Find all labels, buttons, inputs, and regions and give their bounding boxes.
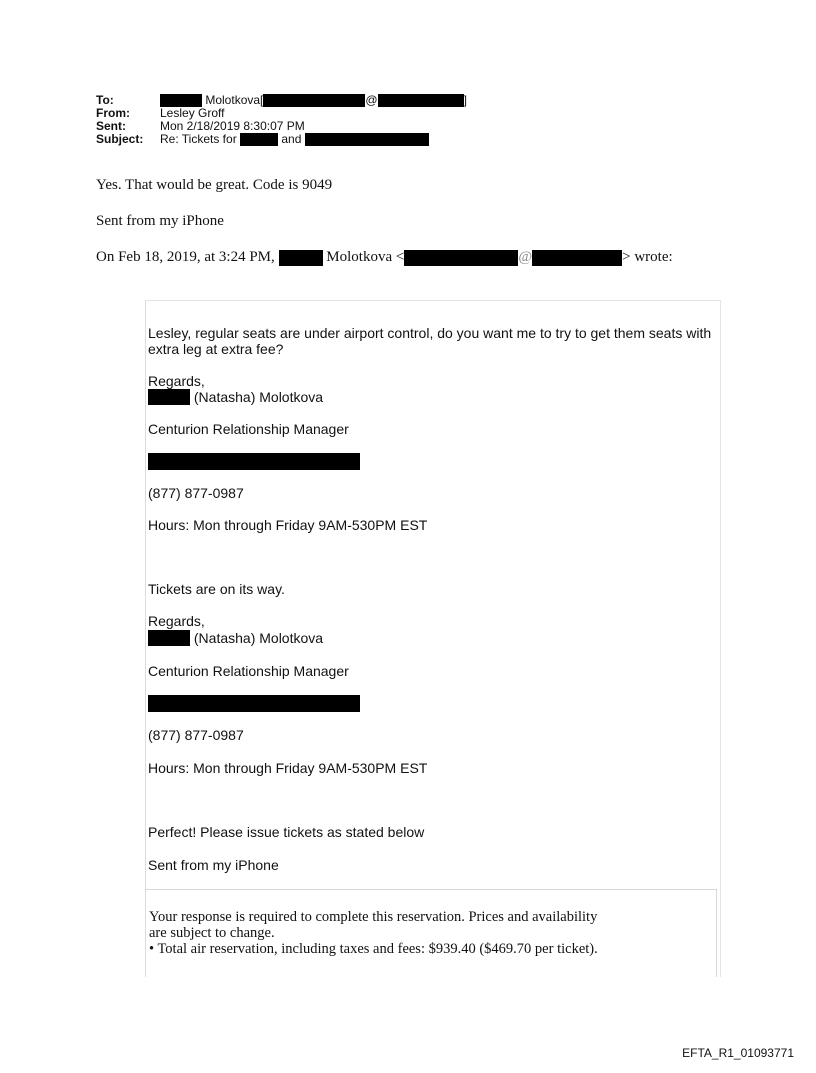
redaction-block — [148, 695, 360, 712]
on-name: Molotkova < — [326, 249, 405, 265]
signature-title-1: Centurion Relationship Manager — [148, 421, 349, 437]
from-label: From: — [96, 106, 130, 120]
signature-title-2: Centurion Relationship Manager — [148, 663, 349, 679]
sent-value: Mon 2/18/2019 8:30:07 PM — [160, 119, 305, 133]
email-header — [96, 94, 467, 146]
regards-1: Regards, — [148, 373, 205, 389]
to-label: To: — [96, 93, 114, 107]
subject-prefix: Re: Tickets for — [160, 132, 237, 146]
subject-and: and — [281, 132, 302, 146]
to-row — [96, 94, 467, 107]
to-name: Molotkova[ — [205, 93, 264, 107]
redaction-block — [148, 630, 190, 646]
redaction-block — [378, 94, 464, 107]
sent-label: Sent: — [96, 119, 126, 133]
redaction-block — [532, 250, 622, 266]
on-at: @ — [518, 249, 533, 265]
signature-name-1 — [148, 389, 716, 405]
regards-2: Regards, — [148, 613, 205, 629]
hours-2: Hours: Mon through Friday 9AM-530PM EST — [148, 760, 428, 776]
phone-1: (877) 877-0987 — [148, 485, 244, 501]
on-suffix: > wrote: — [622, 249, 673, 265]
reservation-line-1: Your response is required to complete this reservation. Prices and availability — [149, 909, 598, 925]
reservation-bullet: • Total air reservation, including taxes and fees: $939.40 ($469.70 per ticket). — [149, 941, 598, 957]
reservation-box — [146, 889, 717, 977]
redaction-block — [148, 453, 360, 470]
quoted-msg-1: Lesley, regular seats are under airport control, do you want me to try to get them seats with extra leg at extra fee? — [148, 325, 712, 357]
from-value: Lesley Groff — [160, 106, 225, 120]
quoted-msg-2: Tickets are on its way. — [148, 581, 285, 597]
reservation-text — [149, 909, 709, 957]
quoted-message — [145, 300, 721, 977]
signature-redacted-1 — [148, 453, 716, 470]
redaction-block — [263, 94, 365, 107]
to-at: @ — [365, 93, 378, 107]
redaction-block — [305, 133, 429, 146]
hours-1: Hours: Mon through Friday 9AM-530PM EST — [148, 517, 428, 533]
signature-name-text: (Natasha) Molotkova — [193, 630, 324, 646]
signature-redacted-2 — [148, 695, 716, 712]
reservation-line-2: are subject to change. — [149, 925, 275, 941]
sent-from-iphone: Sent from my iPhone — [148, 857, 279, 873]
subject-row — [96, 133, 467, 146]
on-prefix: On Feb 18, 2019, at 3:24 PM, — [96, 249, 275, 265]
to-close: ] — [463, 93, 467, 107]
reply-line-2: Sent from my iPhone — [96, 213, 224, 229]
subject-label: Subject: — [96, 132, 144, 146]
redaction-block — [148, 389, 190, 405]
quoted-msg-3: Perfect! Please issue tickets as stated below — [148, 824, 425, 840]
quoted-intro — [96, 248, 673, 266]
redaction-block — [279, 250, 323, 266]
phone-2: (877) 877-0987 — [148, 727, 244, 743]
document-id: EFTA_R1_01093771 — [682, 1046, 794, 1060]
reply-line-1: Yes. That would be great. Code is 9049 — [96, 177, 333, 193]
signature-name-text: (Natasha) Molotkova — [193, 389, 324, 405]
signature-name-2 — [148, 630, 716, 646]
redaction-block — [240, 133, 278, 146]
redaction-block — [404, 250, 518, 266]
